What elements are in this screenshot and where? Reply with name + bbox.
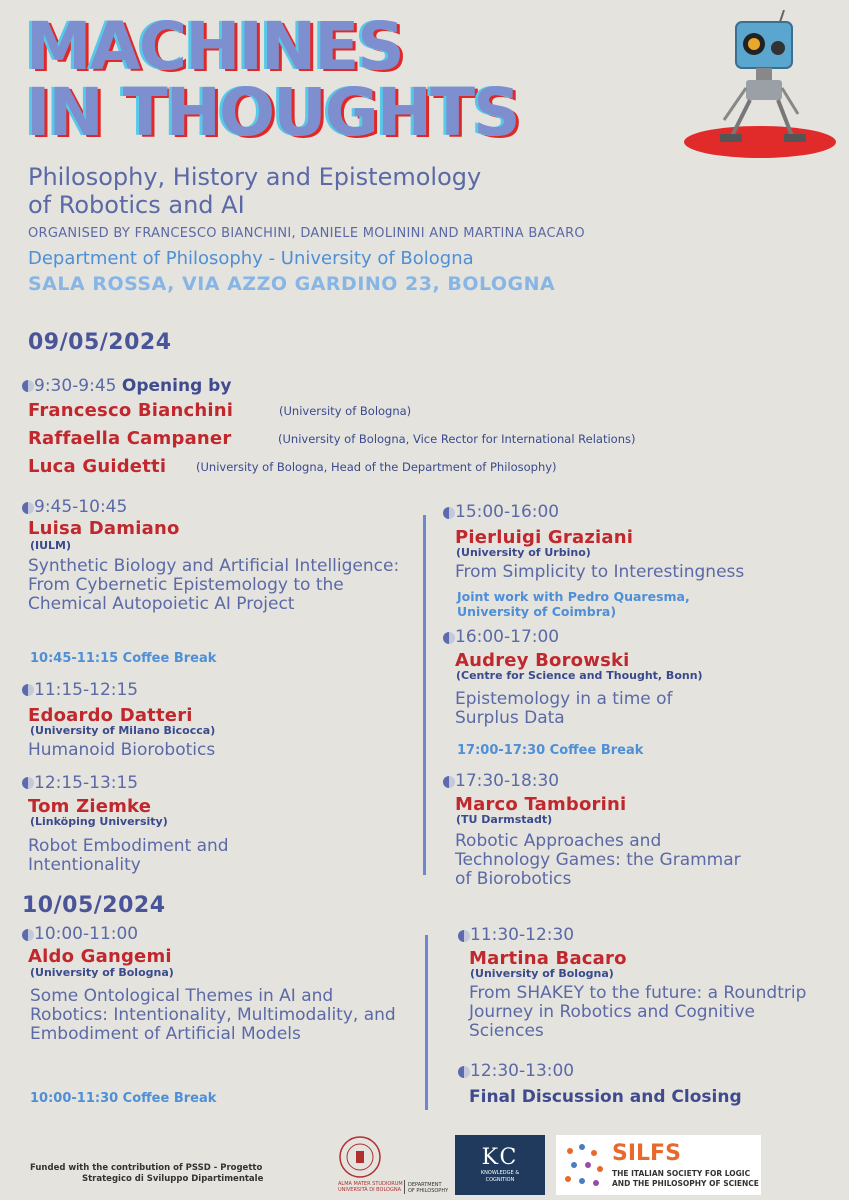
timeline-dot: [458, 930, 470, 942]
talk-title: Epistemology in a time of Surplus Data: [455, 689, 673, 728]
slot-time: 17:30-18:30: [455, 771, 560, 791]
closing-session: Final Discussion and Closing: [469, 1087, 742, 1107]
speaker-affiliation: (Linköping University): [30, 815, 168, 828]
kc-logo: KC KNOWLEDGE & COGNITION: [455, 1135, 545, 1195]
title-line-1: MACHINES: [26, 8, 403, 85]
day2-date: 10/05/2024: [22, 893, 166, 918]
slot-time: 11:30-12:30: [470, 925, 575, 945]
coffee-break: 17:00-17:30 Coffee Break: [457, 743, 644, 758]
speaker-affiliation: (University of Milano Bicocca): [30, 724, 216, 737]
robot-illustration: [680, 10, 840, 160]
slot-time: 10:00-11:00: [34, 924, 139, 944]
talk-title: Synthetic Biology and Artificial Intelligence: From Cybernetic Epistemology to the Chemical Autopoietic AI Project: [28, 556, 400, 614]
slot-time: 11:15-12:15: [34, 680, 139, 700]
timeline-dot: [22, 684, 34, 696]
speaker-affiliation: (University of Bologna): [470, 967, 614, 980]
speaker-affiliation: (Centre for Science and Thought, Bonn): [456, 669, 703, 682]
speaker-affiliation: (TU Darmstadt): [456, 813, 553, 826]
timeline-dot: [443, 632, 455, 644]
timeline-dot: [22, 380, 34, 392]
speaker-name: Luisa Damiano: [28, 518, 180, 539]
slot-time: 15:00-16:00: [455, 502, 560, 522]
slot-time: 9:45-10:45: [34, 497, 128, 517]
timeline-dot: [22, 777, 34, 789]
slot-time: 16:00-17:00: [455, 627, 560, 647]
title-line-2: IN THOUGHTS: [26, 74, 519, 151]
timeline-dot: [443, 776, 455, 788]
organisers: ORGANISED BY FRANCESCO BIANCHINI, DANIELE MOLININI AND MARTINA BACARO: [28, 226, 585, 241]
talk-title: Humanoid Biorobotics: [28, 740, 216, 760]
opening-speaker-2: Raffaella Campaner: [28, 428, 232, 449]
silfs-name: SILFS: [612, 1141, 681, 1166]
day1-date: 09/05/2024: [28, 330, 172, 355]
speaker-name: Pierluigi Graziani: [455, 527, 634, 548]
talk-title: Robotic Approaches and Technology Games: the Grammar of Biorobotics: [455, 831, 741, 889]
subtitle-line-2: of Robotics and AI: [28, 191, 245, 219]
timeline-dot: [22, 929, 34, 941]
coffee-break: 10:45-11:15 Coffee Break: [30, 651, 217, 666]
talk-title: From Simplicity to Interestingness: [455, 562, 745, 582]
funding-note: Funded with the contribution of PSSD - Progetto Strategico di Sviluppo Dipartimentale: [30, 1163, 264, 1184]
speaker-affiliation: (IULM): [30, 539, 72, 552]
opening-speaker-3-aff: (University of Bologna, Head of the Department of Philosophy): [196, 460, 557, 474]
slot-time: 12:30-13:00: [470, 1061, 575, 1081]
unibo-logo: ALMA MATER STUDIORUM UNIVERSITÀ DI BOLOGNA DEPARTMENT OF PHILOSOPHY: [338, 1135, 450, 1195]
speaker-name: Marco Tamborini: [455, 794, 627, 815]
speaker-name: Tom Ziemke: [28, 796, 152, 817]
timeline-dot: [458, 1066, 470, 1078]
column-divider: [425, 935, 428, 1110]
talk-title: From SHAKEY to the future: a Roundtrip Journey in Robotics and Cognitive Sciences: [469, 983, 807, 1041]
opening-speaker-3: Luca Guidetti: [28, 456, 167, 477]
department: Department of Philosophy - University of Bologna: [28, 248, 474, 269]
speaker-name: Audrey Borowski: [455, 650, 630, 671]
subtitle-line-1: Philosophy, History and Epistemology: [28, 163, 482, 191]
coffee-break: 10:00-11:30 Coffee Break: [30, 1091, 217, 1106]
silfs-logo: SILFS THE ITALIAN SOCIETY FOR LOGIC AND THE PHILOSOPHY OF SCIENCE: [556, 1135, 761, 1195]
speaker-name: Martina Bacaro: [469, 948, 627, 969]
silfs-dots-icon: [562, 1141, 606, 1189]
speaker-name: Aldo Gangemi: [28, 946, 172, 967]
venue: SALA ROSSA, VIA AZZO GARDINO 23, BOLOGNA: [28, 273, 556, 295]
joint-work-note: Joint work with Pedro Quaresma, University of Coimbra): [457, 589, 690, 619]
opening-label: Opening by: [121, 376, 232, 396]
slot-time: 12:15-13:15: [34, 773, 139, 793]
timeline-dot: [443, 507, 455, 519]
opening-speaker-1-aff: (University of Bologna): [279, 404, 412, 418]
opening-speaker-2-aff: (University of Bologna, Vice Rector for International Relations): [278, 432, 636, 446]
timeline-dot: [22, 502, 34, 514]
unibo-seal-icon: [338, 1135, 382, 1179]
speaker-affiliation: (University of Bologna): [30, 966, 174, 979]
talk-title: Robot Embodiment and Intentionality: [28, 836, 229, 875]
column-divider: [423, 515, 426, 875]
opening-time: 9:30-9:45 Opening by: [34, 376, 232, 396]
opening-speaker-1: Francesco Bianchini: [28, 400, 234, 421]
speaker-name: Edoardo Datteri: [28, 705, 193, 726]
speaker-affiliation: (University of Urbino): [456, 546, 591, 559]
talk-title: Some Ontological Themes in AI and Robotics: Intentionality, Multimodality, and Embodiment of Artificial Models: [30, 986, 396, 1044]
